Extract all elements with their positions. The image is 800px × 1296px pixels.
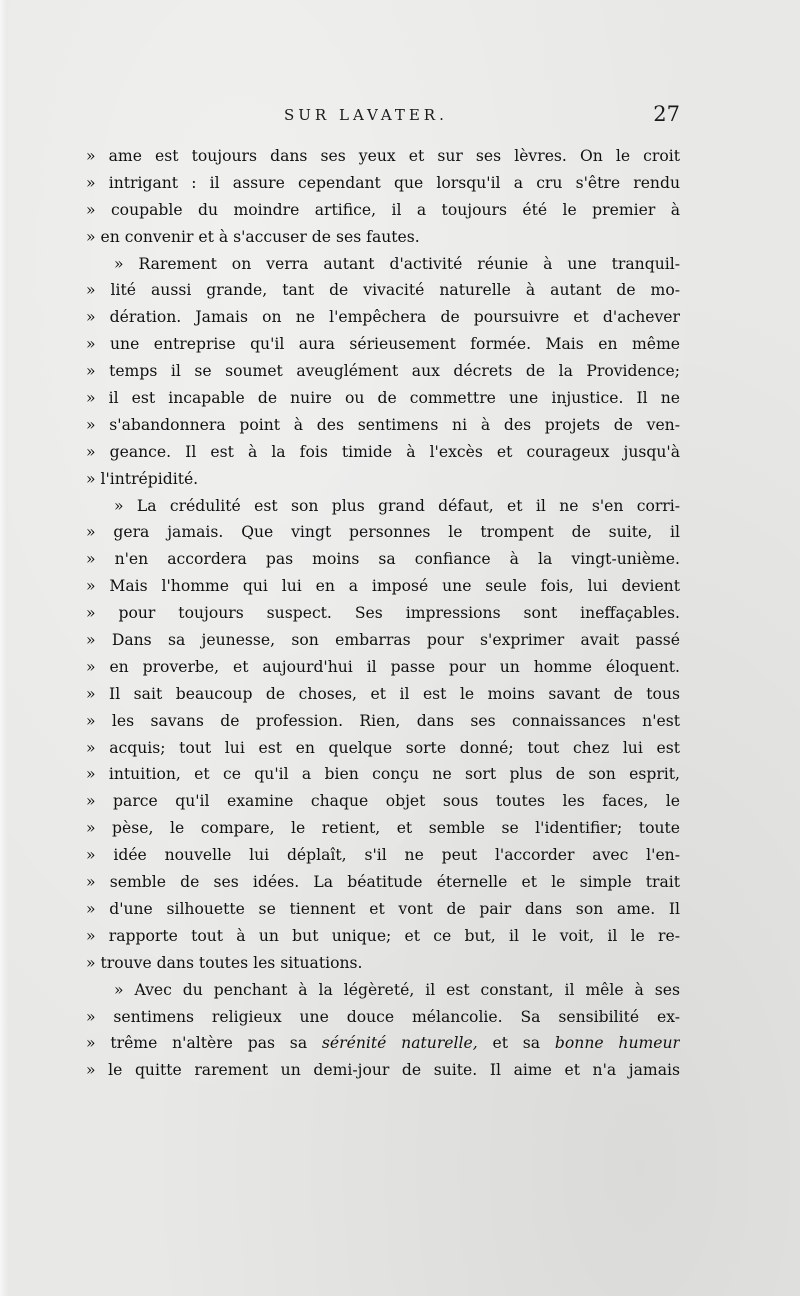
text-line: » pèse, le compare, le retient, et semble se l'identifier; toute <box>86 819 680 838</box>
page-number: 27 <box>653 102 680 126</box>
page-header <box>86 102 680 136</box>
text-segment: et sa <box>477 1034 555 1053</box>
text-line: » trouve dans toutes les situations. <box>86 953 363 972</box>
page-edge <box>0 0 8 1296</box>
text-line: » l'intrépidité. <box>86 469 199 488</box>
text-line: » ame est toujours dans ses yeux et sur ses lèvres. On le croit <box>86 147 680 165</box>
text-segment: » trême n'altère pas sa <box>86 1034 322 1053</box>
text-line: » Mais l'homme qui lui en a imposé une seule fois, lui devient <box>86 577 680 596</box>
text-line: » coupable du moindre artifice, il a toujours été le premier à <box>86 200 680 219</box>
text-line: » lité aussi grande, tant de vivacité naturelle à autant de mo- <box>86 281 680 300</box>
text-line: » s'abandonnera point à des sentimens ni à des projets de ven- <box>86 415 680 434</box>
running-title: SUR LAVATER. <box>284 106 448 124</box>
text-line: » geance. Il est à la fois timide à l'excès et courageux jusqu'à <box>86 442 680 461</box>
text-line: » Avec du penchant à la légèreté, il est constant, il mêle à ses <box>114 980 680 999</box>
text-line: » Dans sa jeunesse, son embarras pour s'exprimer avait passé <box>86 631 680 650</box>
text-line: » en convenir et à s'accuser de ses fautes. <box>86 227 420 246</box>
text-line <box>86 1030 680 1057</box>
text-line: » sentimens religieux une douce mélancolie. Sa sensibilité ex- <box>86 1007 680 1026</box>
text-line: » les savans de profession. Rien, dans ses connaissances n'est <box>86 711 680 730</box>
text-line: » rapporte tout à un but unique; et ce but, il le voit, il le re- <box>86 926 680 945</box>
text-line: » en proverbe, et aujourd'hui il passe pour un homme éloquent. <box>86 657 680 676</box>
text-line: » idée nouvelle lui déplaît, s'il ne peut l'accorder avec l'en- <box>86 846 680 865</box>
text-line: » intuition, et ce qu'il a bien conçu ne sort plus de son esprit, <box>86 765 680 784</box>
body-text <box>86 143 680 1084</box>
text-line: » d'une silhouette se tiennent et vont de pair dans son ame. Il <box>86 899 680 918</box>
text-line: » une entreprise qu'il aura sérieusement formée. Mais en même <box>86 335 680 354</box>
text-line: » il est incapable de nuire ou de commettre une injustice. Il ne <box>86 389 680 408</box>
text-line: » semble de ses idées. La béatitude éternelle et le simple trait <box>86 873 680 892</box>
text-line: » Il sait beaucoup de choses, et il est le moins savant de tous <box>86 684 680 703</box>
text-line: » intrigant : il assure cependant que lorsqu'il a cru s'être rendu <box>86 173 680 192</box>
italic-phrase: sérénité naturelle, <box>321 1034 478 1053</box>
italic-phrase: bonne humeur <box>554 1034 680 1053</box>
text-line: » pour toujours suspect. Ses impressions sont ineffaçables. <box>86 604 680 623</box>
text-line: » gera jamais. Que vingt personnes le trompent de suite, il <box>86 523 680 542</box>
text-line: » parce qu'il examine chaque objet sous toutes les faces, le <box>86 792 680 811</box>
text-line: » le quitte rarement un demi-jour de suite. Il aime et n'a jamais <box>86 1061 680 1080</box>
text-line: » n'en accordera pas moins sa confiance à la vingt-unième. <box>86 550 680 569</box>
text-line: » temps il se soumet aveuglément aux décrets de la Providence; <box>86 362 680 381</box>
text-line: » dération. Jamais on ne l'empêchera de poursuivre et d'achever <box>86 308 680 327</box>
text-line: » acquis; tout lui est en quelque sorte donné; tout chez lui est <box>86 738 680 757</box>
text-line: » Rarement on verra autant d'activité réunie à une tranquil- <box>114 254 680 273</box>
text-line: » La crédulité est son plus grand défaut, et il ne s'en corri- <box>114 496 680 515</box>
